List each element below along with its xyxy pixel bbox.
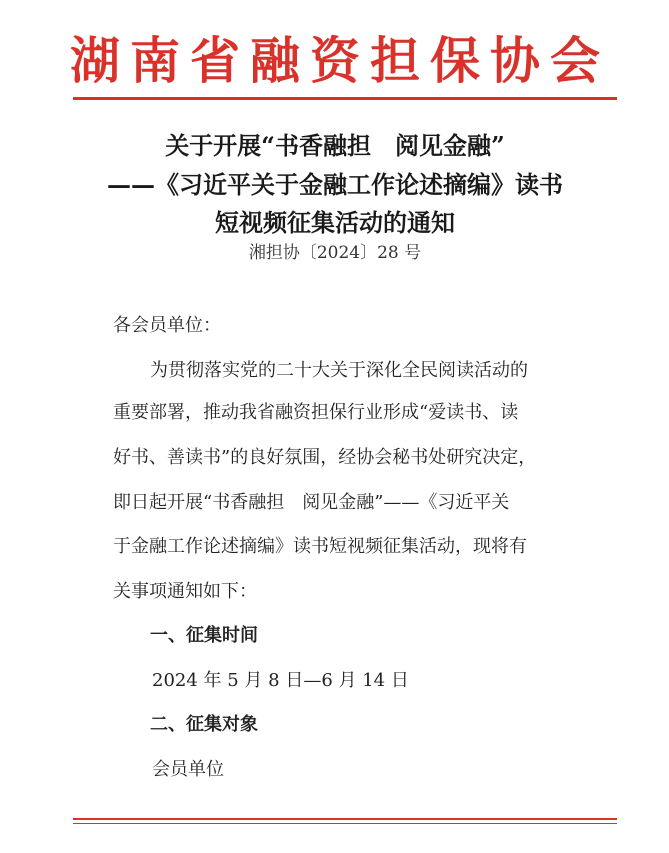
paragraph-line: 重要部署，推动我省融资担保行业形成“爱读书、读 (113, 402, 519, 423)
paragraph-line: 关事项通知如下： (113, 581, 257, 602)
document-number: 湘担协〔2024〕28 号 (248, 243, 422, 263)
paragraph-line: 即日起开展“书香融担 阅见金融”——《习近平关 (113, 492, 510, 513)
notice-title-line-1: 关于开展“书香融担 阅见金融” (165, 131, 505, 160)
section-heading-collection-target: 二、征集对象 (150, 714, 258, 735)
footer-red-rule-thin (73, 823, 617, 824)
paragraph-line: 好书、善读书”的良好氛围，经协会秘书处研究决定， (113, 447, 537, 468)
paragraph-line: 为贯彻落实党的二十大关于深化全民阅读活动的 (150, 360, 528, 381)
notice-title-line-2: ——《习近平关于金融工作论述摘编》读书 (107, 170, 563, 199)
notice-title-line-3: 短视频征集活动的通知 (215, 208, 455, 237)
letterhead-red-rule (73, 97, 617, 100)
organization-letterhead: 湖南省融资担保协会 (70, 32, 610, 90)
salutation: 各会员单位： (113, 315, 221, 336)
paragraph-line: 于金融工作论述摘编》读书短视频征集活动，现将有 (113, 536, 527, 557)
collection-target-value: 会员单位 (152, 759, 224, 780)
footer-red-rule-thick (73, 818, 617, 820)
collection-time-value: 2024 年 5 月 8 日—6 月 14 日 (152, 670, 409, 691)
section-heading-collection-time: 一、征集时间 (150, 625, 258, 646)
